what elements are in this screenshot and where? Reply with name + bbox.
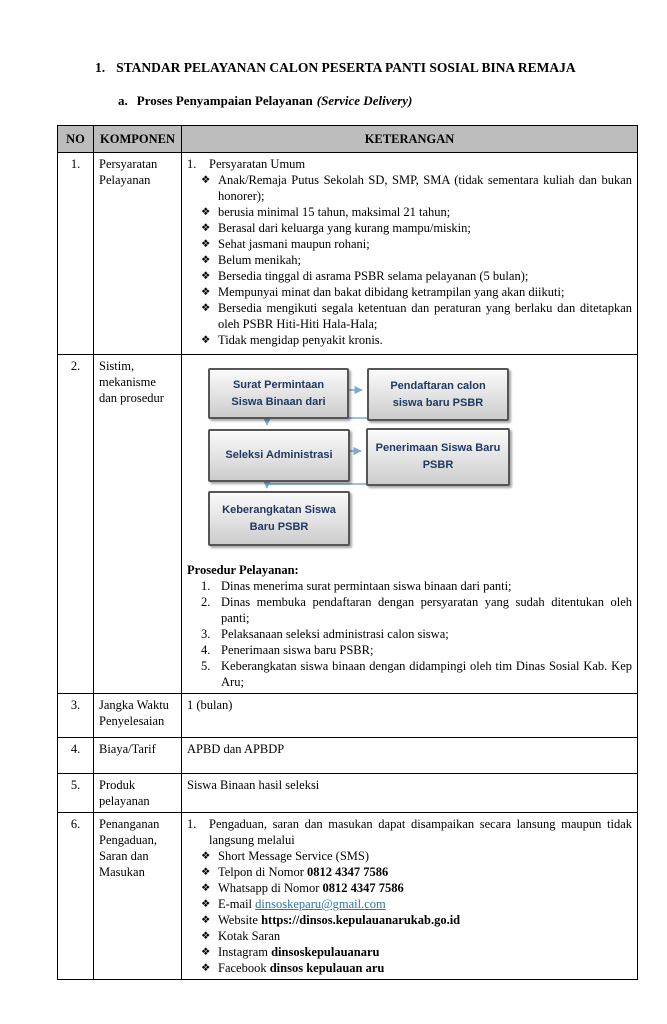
email-link[interactable]: dinsoskeparu@gmail.com [255, 897, 386, 911]
flow-node-pendaftaran: Pendaftaran calon siswa baru PSBR [367, 368, 509, 421]
bullet-item: ❖ berusia minimal 15 tahun, maksimal 21 tahun; [201, 205, 451, 219]
requirements-list [187, 172, 632, 348]
row-number: 2. [58, 355, 94, 694]
row-number: 4. [58, 738, 94, 774]
keterangan-cell [182, 355, 638, 694]
complaint-channels-list [187, 848, 632, 976]
komponen-cell: Biaya/Tarif [94, 738, 182, 774]
bullet-item: ❖ Belum menikah; [201, 253, 301, 267]
komponen-cell: Penanganan Pengaduan, Saran dan Masukan [94, 813, 182, 980]
page-title-number: 1. [95, 60, 106, 75]
diamond-bullet-icon: ❖ [201, 270, 211, 282]
item-title: Persyaratan Umum [209, 157, 306, 171]
procedure-steps-list [187, 578, 632, 690]
komponen-cell: Produk pelayanan [94, 774, 182, 813]
step-number: 4. [201, 643, 211, 657]
komponen-cell: Jangka Waktu Penyelesaian [94, 694, 182, 738]
bullet-item: ❖ Instagram dinsoskepulauanaru [201, 945, 380, 959]
diamond-bullet-icon: ❖ [201, 302, 211, 314]
keterangan-cell: Siswa Binaan hasil seleksi [182, 774, 638, 813]
table-row [58, 738, 638, 774]
subtitle-text: Proses Penyampaian Pelayanan (Service Delivery) [136, 93, 413, 108]
item-number: 1. [187, 817, 197, 831]
table-row [58, 813, 638, 980]
bullet-item: ❖ Sehat jasmani maupun rohani; [201, 237, 370, 251]
header-keterangan: KETERANGAN [182, 126, 638, 153]
diamond-bullet-icon: ❖ [201, 962, 211, 974]
keterangan-cell: APBD dan APBDP [182, 738, 638, 774]
diamond-bullet-icon: ❖ [201, 850, 211, 862]
bullet-item: ❖ Bersedia mengikuti segala ketentuan dan peraturan yang berlaku dan ditetapkan oleh PSBR Hiti-Hiti Hala-Hala; [201, 301, 632, 331]
bullet-item: ❖ Tidak mengidap penyakit kronis. [201, 333, 383, 347]
diamond-bullet-icon: ❖ [201, 866, 211, 878]
bullet-item: ❖ Kotak Saran [201, 929, 281, 943]
diamond-bullet-icon: ❖ [201, 206, 211, 218]
table-row [58, 774, 638, 813]
diamond-bullet-icon: ❖ [201, 882, 211, 894]
komponen-cell: Persyaratan Pelayanan [94, 153, 182, 355]
diamond-bullet-icon: ❖ [201, 334, 211, 346]
bullet-item: ❖ Short Message Service (SMS) [201, 849, 370, 863]
page-title-text: STANDAR PELAYANAN CALON PESERTA PANTI SOSIAL BINA REMAJA [116, 60, 576, 75]
row-number: 6. [58, 813, 94, 980]
diamond-bullet-icon: ❖ [201, 930, 211, 942]
diamond-bullet-icon: ❖ [201, 174, 211, 186]
diamond-bullet-icon: ❖ [201, 286, 211, 298]
section-subtitle [118, 93, 412, 109]
bullet-item: ❖ Anak/Remaja Putus Sekolah SD, SMP, SMA (tidak sementara kuliah dan bukan honorer); [201, 173, 632, 203]
keterangan-cell [182, 153, 638, 355]
page-title [95, 60, 576, 76]
bullet-item: ❖ Bersedia tinggal di asrama PSBR selama pelayanan (5 bulan); [201, 269, 529, 283]
bullet-item: ❖ Berasal dari keluarga yang kurang mampu/miskin; [201, 221, 471, 235]
keterangan-cell: 1 (bulan) [182, 694, 638, 738]
table-row [58, 355, 638, 694]
step-number: 2. [201, 595, 211, 609]
subtitle-italic: (Service Delivery) [316, 93, 413, 108]
komponen-cell: Sistim, mekanisme dan prosedur [94, 355, 182, 694]
procedure-step: 4. Penerimaan siswa baru PSBR; [201, 643, 374, 657]
complaint-intro: Pengaduan, saran dan masukan dapat disampaikan secara lansung maupun tidak langsung melalui [209, 817, 632, 847]
bullet-item: ❖ Mempunyai minat dan bakat dibidang ketrampilan yang akan diikuti; [201, 285, 565, 299]
row-number: 3. [58, 694, 94, 738]
service-standard-table [57, 125, 638, 980]
row-number: 1. [58, 153, 94, 355]
procedure-step: 5. Keberangkatan siswa binaan dengan didampingi oleh tim Dinas Sosial Kab. Kep Aru; [201, 659, 632, 689]
numbered-item [187, 156, 632, 172]
step-number: 5. [201, 659, 211, 673]
procedure-step: 2. Dinas membuka pendaftaran dengan persyaratan yang sudah ditentukan oleh panti; [201, 595, 632, 625]
step-number: 1. [201, 579, 211, 593]
bullet-item: ❖ Whatsapp di Nomor 0812 4347 7586 [201, 881, 404, 895]
bullet-item: ❖ E-mail dinsoskeparu@gmail.com [201, 897, 386, 911]
step-number: 3. [201, 627, 211, 641]
header-komponen: KOMPONEN [94, 126, 182, 153]
diamond-bullet-icon: ❖ [201, 238, 211, 250]
keterangan-cell [182, 813, 638, 980]
row-number: 5. [58, 774, 94, 813]
diamond-bullet-icon: ❖ [201, 254, 211, 266]
bullet-item: ❖ Website https://dinsos.kepulauanarukab.go.id [201, 913, 461, 927]
table-row [58, 153, 638, 355]
procedure-flowchart [187, 360, 632, 556]
header-no: NO [58, 126, 94, 153]
bullet-item: ❖ Telpon di Nomor 0812 4347 7586 [201, 865, 389, 879]
subtitle-letter: a. [118, 93, 128, 108]
flow-node-surat-permintaan: Surat Permintaan Siswa Binaan dari [208, 368, 349, 419]
table-row [58, 694, 638, 738]
procedure-step: 1. Dinas menerima surat permintaan siswa binaan dari panti; [201, 579, 512, 593]
procedure-step: 3. Pelaksanaan seleksi administrasi calon siswa; [201, 627, 449, 641]
item-number: 1. [187, 157, 197, 171]
numbered-item [187, 816, 632, 848]
procedure-heading: Prosedur Pelayanan: [187, 563, 299, 577]
diamond-bullet-icon: ❖ [201, 898, 211, 910]
diamond-bullet-icon: ❖ [201, 946, 211, 958]
flow-node-seleksi: Seleksi Administrasi [208, 429, 350, 482]
flow-node-keberangkatan: Keberangkatan Siswa Baru PSBR [208, 491, 350, 546]
bullet-item: ❖ Facebook dinsos kepulauan aru [201, 961, 385, 975]
diamond-bullet-icon: ❖ [201, 914, 211, 926]
table-header-row [58, 126, 638, 153]
flow-node-penerimaan: Penerimaan Siswa Baru PSBR [366, 428, 510, 486]
diamond-bullet-icon: ❖ [201, 222, 211, 234]
